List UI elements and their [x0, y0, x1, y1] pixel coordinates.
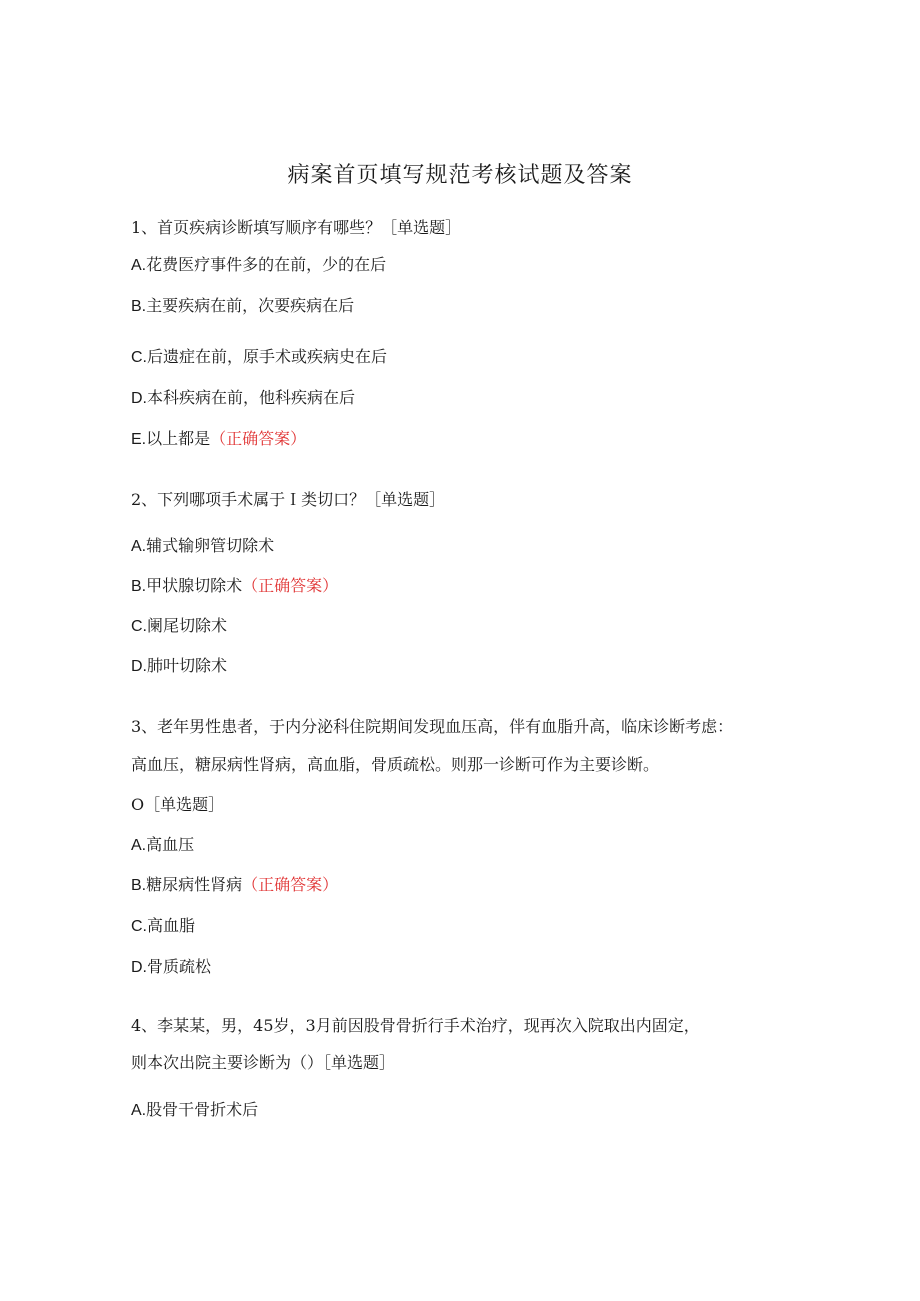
- question-1-option-e: [131, 429, 306, 450]
- question-3-option-c: [131, 916, 195, 937]
- question-4-option-a: [131, 1100, 258, 1121]
- option-text: 以上都是: [146, 429, 211, 448]
- option-text: 骨质疏松: [147, 957, 212, 976]
- option-text: 花费医疗事件多的在前，少的在后: [146, 255, 387, 274]
- question-2-stem: 2、下列哪项手术属于Ｉ类切口？［单选题］: [131, 490, 446, 509]
- option-letter: C.: [131, 618, 147, 635]
- option-letter: A.: [131, 837, 147, 854]
- correct-answer-mark: （正确答案）: [242, 875, 339, 894]
- option-text: 糖尿病性肾病: [146, 875, 243, 894]
- option-letter: A.: [131, 1102, 147, 1119]
- question-3-option-a: [131, 835, 194, 856]
- question-3-stem-line-1: 3、老年男性患者，于内分泌科住院期间发现血压高，伴有血脂升高，临床诊断考虑：: [131, 717, 734, 736]
- question-1-option-b: [131, 296, 354, 317]
- option-text: 主要疾病在前，次要疾病在后: [146, 296, 355, 315]
- option-letter: C.: [131, 918, 147, 935]
- correct-answer-mark: （正确答案）: [242, 576, 339, 595]
- question-2-option-b: [131, 576, 338, 597]
- question-3-stem-line-2: 高血压，糖尿病性肾病，高血脂，骨质疏松。则那一诊断可作为主要诊断。: [131, 755, 660, 774]
- question-4-stem-line-2: 则本次出院主要诊断为（）［单选题］: [131, 1053, 396, 1072]
- option-letter: A.: [131, 538, 147, 555]
- question-1-option-c: [131, 347, 387, 368]
- option-letter: B.: [131, 298, 147, 315]
- document-title: 病案首页填写规范考核试题及答案: [287, 163, 633, 188]
- question-1-option-a: [131, 255, 386, 276]
- option-text: 后遗症在前，原手术或疾病史在后: [147, 347, 388, 366]
- question-2-option-d: [131, 656, 227, 677]
- question-3-option-d: [131, 957, 211, 978]
- option-text: 高血压: [146, 835, 195, 854]
- option-letter: B.: [131, 877, 147, 894]
- option-text: 股骨干骨折术后: [146, 1100, 259, 1119]
- option-text: 甲状腺切除术: [146, 576, 243, 595]
- option-letter: E.: [131, 431, 147, 448]
- option-text: 本科疾病在前，他科疾病在后: [147, 388, 356, 407]
- question-1-option-d: [131, 388, 355, 409]
- option-text: 肺叶切除术: [147, 656, 228, 675]
- question-2-option-c: [131, 616, 227, 637]
- question-3-stem-line-3: O［单选题］: [131, 795, 225, 814]
- correct-answer-mark: （正确答案）: [210, 429, 307, 448]
- question-1-stem: 1、首页疾病诊断填写顺序有哪些？［单选题］: [131, 218, 462, 237]
- question-2-option-a: [131, 536, 274, 557]
- option-letter: B.: [131, 578, 147, 595]
- question-3-option-b: [131, 875, 338, 896]
- option-text: 高血脂: [147, 916, 196, 935]
- option-letter: D.: [131, 959, 147, 976]
- option-letter: A.: [131, 257, 147, 274]
- option-letter: D.: [131, 658, 147, 675]
- option-letter: D.: [131, 390, 147, 407]
- option-text: 辅式输卵管切除术: [146, 536, 275, 555]
- question-4-stem-line-1: 4、李某某，男，45岁，3月前因股骨骨折行手术治疗，现再次入院取出内固定，: [131, 1016, 700, 1035]
- option-text: 阑尾切除术: [147, 616, 228, 635]
- option-letter: C.: [131, 349, 147, 366]
